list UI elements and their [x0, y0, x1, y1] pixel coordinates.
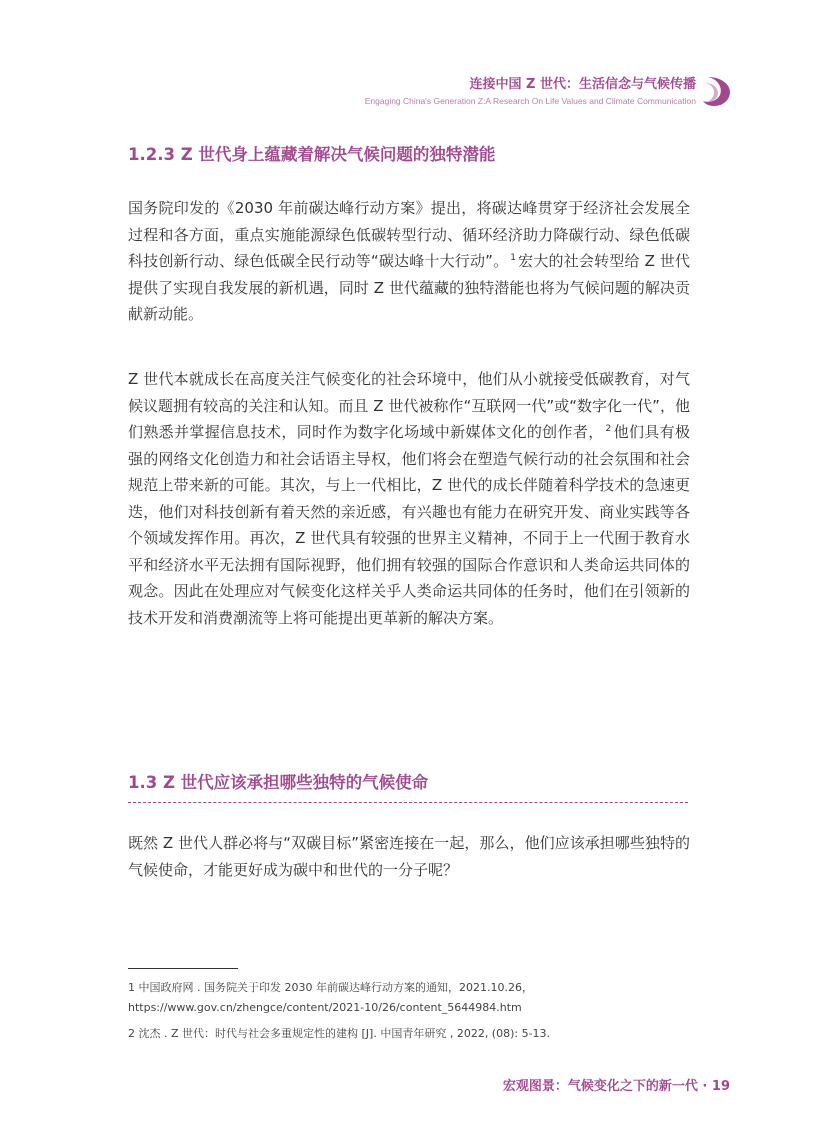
body-paragraph-2 — [128, 366, 690, 631]
page-footer: 宏观图景：气候变化之下的新一代 · 19 — [502, 1079, 730, 1094]
running-header — [365, 76, 696, 107]
body-paragraph-1 — [128, 195, 690, 328]
paragraph-1-text-a: 国务院印发的《2030 年前碳达峰行动方案》提出，将碳达峰贯穿于经济社会发展全过程和各方面，重点实施能源绿色低碳转型行动、循环经济助力降碳行动、绿色低碳科技创新行动、绿色低碳全民行动等“碳达峰十大行动”。 — [128, 199, 690, 270]
paragraph-1-text-b: 宏大的社会转型给 Z 世代提供了实现自我发展的新机遇，同时 Z 世代蕴藏的独特潜能也将为气候问题的解决贡献新动能。 — [128, 252, 690, 323]
footnote-ref-2[interactable]: 2 — [605, 424, 612, 434]
section-heading-1-2-3: 1.2.3 Z 世代身上蕴藏着解决气候问题的独特潜能 — [128, 145, 496, 164]
paragraph-2-text-a: Z 世代本就成长在高度关注气候变化的社会环境中，他们从小就接受低碳教育，对气候议题拥有较高的关注和认知。而且 Z 世代被称作“互联网一代”或“数字化一代”，他们熟悉并掌握信息技术，同时作为数字化场域中新媒体文化的创作者， — [128, 370, 690, 441]
header-title: 连接中国 Z 世代：生活信念与气候传播 — [469, 77, 696, 92]
section-heading-1-3: 1.3 Z 世代应该承担哪些独特的气候使命 — [128, 773, 429, 792]
footnote-ref-1[interactable]: 1 — [510, 253, 516, 263]
footnote-separator — [128, 968, 238, 969]
footnote-2: 2 沈杰 . Z 世代：时代与社会多重规定性的建构 [J]. 中国青年研究 , 2022, (08): 5-13. — [128, 1027, 551, 1040]
header-subtitle: Engaging China's Generation Z:A Research On Life Values and Climate Communication — [364, 96, 696, 106]
footnote-1: 1 中国政府网 . 国务院关于印发 2030 年前碳达峰行动方案的通知，2021.10.26，https://www.gov.cn/zhengce/content/2021-10/26/content_5644984.htm — [128, 981, 533, 1014]
section-divider — [128, 802, 688, 803]
paragraph-2-text-b: 他们具有极强的网络文化创造力和社会话语主导权，他们将会在塑造气候行动的社会氛围和社会规范上带来新的可能。其次，与上一代相比，Z 世代的成长伴随着科学技术的急速更迭，他们对科技创新有着天然的亲近感，有兴趣也有能力在研究开发、商业实践等各个领域发挥作用。再次，Z 世代具有较强的世界主义精神，不同于上一代囿于教育水平和经济水平无法拥有国际视野，他们拥有较强的国际合作意识和人类命运共同体的观念。因此在处理应对气候变化这样关乎人类命运共同体的任务时，他们在引领新的技术开发和消费潮流等上将可能提出更革新的解决方案。 — [128, 423, 690, 627]
crescent-logo-icon — [702, 75, 730, 107]
body-paragraph-3: 既然 Z 世代人群必将与“双碳目标”紧密连接在一起，那么，他们应该承担哪些独特的气候使命，才能更好成为碳中和世代的一分子呢？ — [128, 834, 690, 879]
